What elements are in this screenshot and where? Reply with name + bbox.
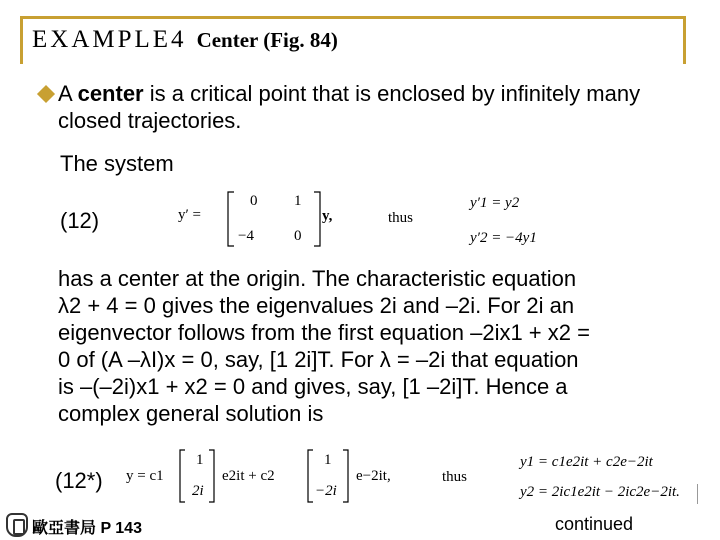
eq12-m21: −4	[238, 228, 254, 244]
equation-12-star-label: (12*)	[55, 468, 103, 493]
bullet-diamond-icon	[37, 85, 55, 103]
eq12-y: y,	[322, 208, 333, 224]
analysis-line-1: has a center at the origin. The characteristic equation	[58, 266, 577, 291]
eq12-rhs-line2: y′2 = −4y1	[470, 230, 537, 246]
eq12s-thus: thus	[442, 469, 468, 485]
definition-post: is a critical point that is enclosed by infinitely many closed trajectories.	[58, 81, 641, 133]
eq12s-rhs-line2: y2 = 2ic1e2it − 2ic2e−2it.	[520, 484, 680, 500]
definition-paragraph	[58, 80, 688, 134]
eq12s-lhs: y = c1	[126, 468, 164, 484]
analysis-line-5: is –(–2i)x1 + x2 = 0 and gives, say, [1 –2i]T. Hence a	[58, 374, 568, 399]
example-heading: EXAMPLE4	[32, 26, 187, 53]
analysis-line-4: 0 of (A –λI)x = 0, say, [1 2i]T. For λ = –2i that equation	[58, 347, 579, 372]
eq12-m12: 1	[294, 193, 302, 209]
analysis-line-6: complex general solution is	[58, 401, 324, 426]
eq12s-v2-top: 1	[324, 452, 332, 468]
analysis-paragraph	[58, 265, 676, 427]
analysis-line-2: λ2 + 4 = 0 gives the eigenvalues 2i and –2i. For 2i an	[58, 293, 575, 318]
eq12-lhs: y′ =	[178, 207, 201, 223]
equation-12-label: (12)	[60, 208, 100, 233]
eq12s-exp1: e2it + c2	[222, 468, 275, 484]
system-intro: The system	[60, 151, 174, 176]
eq12-m11: 0	[250, 193, 258, 209]
eq12s-v1-bottom: 2i	[192, 483, 204, 499]
eq12-m22: 0	[294, 228, 302, 244]
example-subtitle: Center (Fig. 84)	[196, 28, 338, 52]
corner-divider	[697, 484, 698, 504]
eq12s-v2-bottom: −2i	[315, 483, 337, 499]
eq12s-exp2: e−2it,	[356, 468, 391, 484]
publisher-page-ref: 歐亞書局 P 143	[32, 520, 142, 537]
definition-pre: A	[58, 81, 78, 106]
definition-term: center	[77, 81, 144, 106]
continued-label: continued	[555, 514, 634, 534]
page-title	[32, 26, 338, 54]
eq12-rhs-line1: y′1 = y2	[470, 195, 520, 211]
eq12-thus: thus	[388, 210, 414, 226]
analysis-line-3: eigenvector follows from the first equation –2ix1 + x2 =	[58, 320, 590, 345]
eq12s-v1-top: 1	[196, 452, 204, 468]
publisher-logo-icon	[6, 513, 28, 537]
eq12s-rhs-line1: y1 = c1e2it + c2e−2it	[520, 454, 653, 470]
